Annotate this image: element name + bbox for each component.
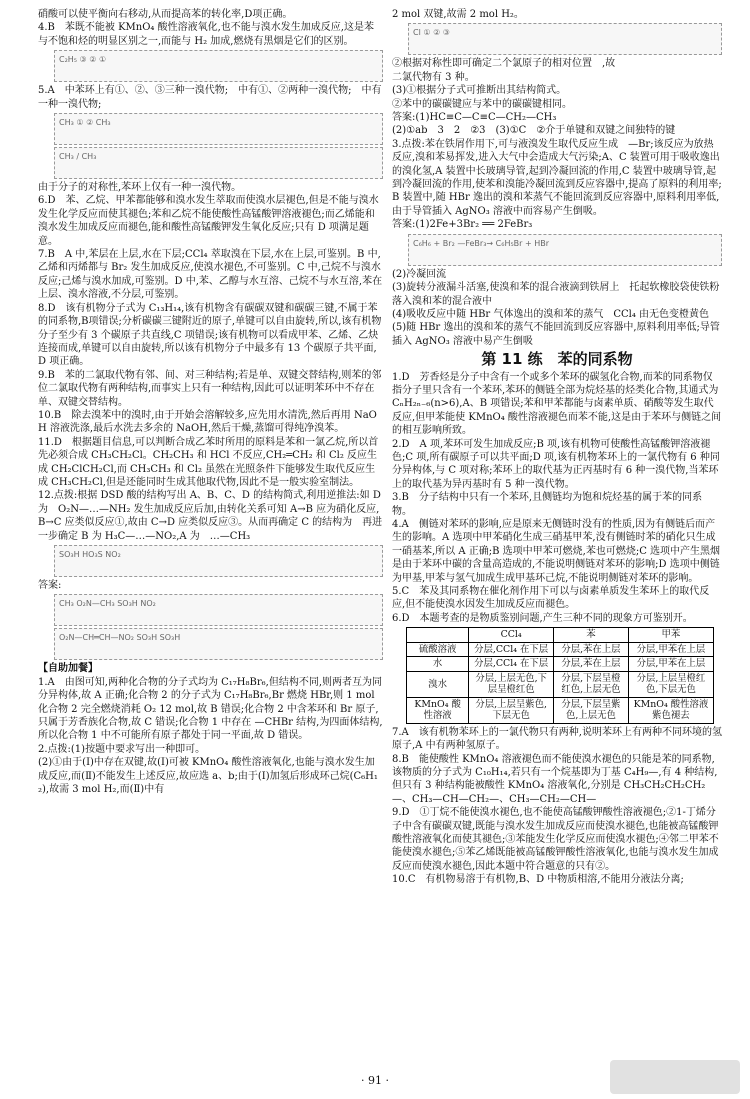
paragraph: 12.点拨:根据 DSD 酸的结构写出 A、B、C、D 的结构简式,利用逆推法:如 D 为 O₂N—…—NH₂ 发生加成反应后加,由转化关系可知 A→B 应为硝化反应,B→C 应类似反应①,故由 C→D 应类似反应③。从而再确定 C 的结构为 再进一步确定 B 为 H₃C—…—NO₂,A 为 …—CH₃ [38, 490, 383, 542]
right-column [392, 8, 722, 1068]
paragraph: 5.A 中苯环上有①、②、③三种一溴代物; 中有①、②两种一溴代物; 中有一种一溴代物; [38, 85, 382, 110]
page-number: · 91 · [361, 1074, 389, 1087]
table-header-cell: 苯 [554, 628, 629, 643]
structure-figure [54, 113, 383, 145]
table-cell: 分层,甲苯在上层 [628, 642, 713, 657]
paragraph: 1.D 芳香烃是分子中含有一个或多个苯环的碳氢化合物,而苯的同系物仅指分子里只含有一个苯环,苯环的侧链全部为烷烃基的烃类化合物,其通式为 CₙH₂ₙ₋₆(n>6),A、B 项错误;苯和甲苯都能与卤素单质、硝酸等发生取代反应,但甲苯能使 KMnO₄ 酸性溶液褪色而苯不能,这是由于苯环与侧链之间的相互影响所致。 [392, 371, 722, 437]
paragraph: (2)冷凝回流 [392, 268, 447, 280]
figure-label: CH₃ O₂N—CH₃ SO₃H NO₂ [59, 599, 156, 609]
paragraph: (3)旋转分液漏斗活塞,使溴和苯的混合液滴到铁屑上 托起软橡胶袋使铁粉落入溴和苯的混合液中 [392, 282, 720, 307]
paragraph: 6.D 本题考查的是物质鉴别问题,产生三种不同的现象方可鉴别开。 [392, 612, 693, 624]
paragraph: 5.C 苯及其同系物在催化剂作用下可以与卤素单质发生苯环上的取代反应,但不能使溴水因发生加成反应而褪色。 [392, 586, 710, 611]
paragraph: 4.B 苯既不能被 KMnO₄ 酸性溶液氧化,也不能与溴水发生加成反应,这是苯与不饱和烃的明显区别之一,而能与 H₂ 加成,燃烧有黑烟是它们的区别。 [38, 22, 374, 47]
paragraph: 8.D 该有机物分子式为 C₁₃H₁₄,该有机物含有碳碳双键和碳碳三键,不属于苯的同系物,B项错误;分析碳碳三键附近的原子,单键可以自由旋转,所以,该有机物分子至少有 3 个碳原子共直线,C 项错误;该有机物可以看成甲苯、乙烯、乙炔连接而成,单键可以自由旋转,所以该有机物分子中最多有 13 个碳原子共平面,D 项正确。 [38, 302, 382, 368]
structure-figure [408, 234, 722, 266]
table-row [407, 697, 714, 723]
table-cell: 分层,甲苯在上层 [628, 657, 713, 672]
paragraph: 9.B 苯的二氯取代物有邻、间、对三种结构;若是单、双键交替结构,则苯的邻位二氯取代物有两种结构,而事实上只有一种结构,因此可以证明苯环中不存在单、双键交替结构。 [38, 369, 382, 408]
paragraph: (4)吸收反应中随 HBr 气体逸出的溴和苯的蒸气 CCl₄ 由无色变橙黄色 [392, 308, 710, 320]
paragraph: 答案:(1)2Fe+3Br₂ ══ 2FeBr₃ [392, 219, 533, 231]
paragraph: 7.A 该有机物苯环上的一氯代物只有两种,说明苯环上有两种不同环境的氢原子,A 中有两种氢原子。 [392, 726, 722, 752]
table-cell: 分层,下层呈橙红色,上层无色 [554, 671, 629, 697]
paragraph: 3.点拨:苯在铁屑作用下,可与液溴发生取代反应生成 —Br;该反应为放热反应,溴和苯易挥发,进入大气中会造成大气污染;A、C 装置可用于吸收逸出的溴化氢,A 装置中长玻璃导管,起到冷凝回流的作用,C 装置中玻璃导管,起到冷凝回流的作用,使苯和溴能冷凝回流到反应容器中,提高了原料的利用率;B 装置中,随 HBr 逸出的溴和苯蒸气不能回流到反应容器中,原料利用率低,由于导管插入 AgNO₃ 溶液中而容易产生倒吸。 [392, 138, 722, 217]
structure-figure [408, 23, 722, 55]
paragraph: (2)①ab 3 2 ②3 (3)①C ②介于单键和双键之间独特的键 [392, 125, 676, 137]
structure-figure [54, 594, 383, 626]
structure-figure [54, 545, 383, 577]
left-column [38, 8, 383, 1068]
figure-label: CH₃ / CH₃ [59, 152, 97, 162]
table-cell: 硫酸溶液 [407, 642, 469, 657]
paragraph: 9.D ①丁烷不能使溴水褪色,也不能使高锰酸钾酸性溶液褪色;②1-丁烯分子中含有碳碳双键,既能与溴水发生加成反应而使溴水褪色,也能被高锰酸钾酸性溶液氧化而使其褪色;③苯能发生化学反应而使溴水褪色;④邻二甲苯不能使溴水褪色;⑤苯乙烯既能被高锰酸钾酸性溶液氧化,也能与溴水发生加成反应而使溴水褪色,因此本题中符合题意的只有②。 [392, 807, 719, 872]
paragraph: 10.B 除去溴苯中的溴时,由于开始会溶解较多,应先用水清洗,然后再用 NaOH 溶液洗涤,最后水洗去多余的 NaOH,然后干燥,蒸馏可得纯净溴苯。 [38, 409, 377, 435]
paragraph: (2)①由于(Ⅰ)中存在双键,故(Ⅰ)可被 KMnO₄ 酸性溶液氧化,也能与溴水发生加成反应,而(Ⅱ)不能发生上述反应,故应选 a、b;由于(Ⅰ)加氢后形成环己烷(C₆H₁₂),故需 3 mol H₂,而(Ⅱ)中有 [38, 757, 378, 796]
paragraph: 【自助加餐】 [38, 663, 98, 675]
paragraph: 4.A 侧链对苯环的影响,应是原来无侧链时没有的性质,因为有侧链后而产生的影响。A 选项中甲苯硝化生成三硝基甲苯,没有侧链时苯的硝化只生成一硝基苯,所以 A 正确;B 选项中甲苯可燃烧,苯也可燃烧;C 选项中产生黑烟是由于苯环中碳的含量高造成的,不能说明侧链对苯环的影响;D 选项中侧链为甲基,甲苯与氢气加成生成甲基环己烷,不能说明侧链对苯环的影响。 [392, 519, 721, 584]
paragraph: 1.A 由图可知,两种化合物的分子式均为 C₁₇H₈Br₆,但结构不同,则两者互为同分异构体,故 A 正确;化合物 2 的分子式为 C₁₇H₈Br₆,Br 燃烧 HBr,则 1 mol 化合物 2 完全燃烧消耗 O₂ 12 mol,故 B 错误;化合物 2 中含苯环和 Br 原子,只属于芳香族化合物,故 C 错误;化合物 1 中存在 —CHBr 结构,为四面体结构,所以化合物 1 中不可能所有原子都处于同一平面,故 D 错误。 [38, 676, 383, 742]
table-cell: KMnO₄ 酸性溶液 [407, 697, 469, 723]
figure-label: Cl ① ② ③ [413, 28, 450, 38]
table-header-cell: CCl₄ [469, 628, 554, 643]
paragraph: 由于分子的对称性,苯环上仅有一种一溴代物。 [38, 182, 242, 194]
paragraph: (5)随 HBr 逸出的溴和苯的蒸气不能回流到反应容器中,原料利用率低;导管插入 AgNO₃ 溶液中易产生倒吸 [392, 322, 720, 347]
table-row [407, 671, 714, 697]
paragraph: 答案:(1)HC≡C—C≡C—CH₂—CH₃ [392, 112, 557, 124]
table-cell: 分层,下层呈紫色,上层无色 [554, 697, 629, 723]
paragraph: 3.B 分子结构中只有一个苯环,且侧链均为饱和烷烃基的属于苯的同系物。 [392, 492, 703, 517]
paragraph: 2.点拨:(1)按题中要求写出一种即可。 [38, 743, 206, 755]
paragraph: 7.B A 中,苯层在上层,水在下层;CCl₄ 萃取溴在下层,水在上层,可鉴别。B 中,乙烯和丙烯都与 Br₂ 发生加成反应,使溴水褪色,不可鉴别。C 中,己烷不与溴水反应;己烯与溴水加成,可鉴别。D 中,苯、乙醇与水互溶、己烷不与水互溶,苯在上层、溴水溶液,不分层,可鉴别。 [38, 249, 383, 301]
paragraph: 10.C 有机物易溶于有机物,B、D 中物质相溶,不能用分液法分离; [392, 874, 684, 886]
paragraph: (3)①根据分子式可推断出其结构简式。 [392, 85, 567, 97]
table-header-cell [407, 628, 469, 643]
table-row [407, 657, 714, 672]
structure-figure [54, 50, 383, 82]
paragraph: 答案: [38, 580, 62, 591]
paragraph: 2 mol 双键,故需 2 mol H₂。 [392, 9, 524, 20]
table-cell: 分层,苯在上层 [554, 642, 629, 657]
figure-label: CH₃ ① ② CH₃ [59, 118, 111, 128]
table-cell: 分层,上层呈橙红色,下层无色 [628, 671, 713, 697]
comparison-table [406, 627, 714, 724]
section-title: 第 11 练 苯的同系物 [481, 350, 633, 369]
paragraph: 11.D 根据题目信息,可以判断合成乙苯时所用的原料是苯和一氯乙烷,所以首先必须合成 CH₃CH₂Cl。CH₂CH₃ 和 HCl 不反应,CH₂═CH₂ 和 Cl₂ 反应生成 CH₂ClCH₂Cl,而 CH₃CH₃ 和 Cl₂ 虽然在光照条件下能够发生取代反应生成 CH₃CH₂Cl,但是还能同时生成其他取代物,因此不是一般实验室制法。 [38, 436, 379, 488]
watermark-logo [610, 1060, 740, 1094]
figure-label: C₂H₅ ③ ② ① [59, 55, 107, 65]
figure-label: O₂N—CH═CH—NO₂ SO₃H SO₃H [59, 633, 181, 643]
table-cell: 分层,CCl₄ 在下层 [469, 657, 554, 672]
table-header-cell: 甲苯 [628, 628, 713, 643]
table-cell: 分层,上层呈紫色,下层无色 [469, 697, 554, 723]
structure-figure [54, 628, 383, 660]
structure-figure [54, 147, 383, 179]
figure-label: SO₃H HO₃S NO₂ [59, 550, 121, 559]
paragraph: 二氯代物有 3 种。 [392, 71, 475, 83]
table-cell: 分层,苯在上层 [554, 657, 629, 672]
paragraph: 硝酸可以使平衡向右移动,从而提高苯的转化率,D项正确。 [38, 9, 293, 20]
table-cell: KMnO₄ 酸性溶液紫色褪去 [628, 697, 713, 723]
table-cell: 溴水 [407, 671, 469, 697]
paragraph: 8.B 能使酸性 KMnO₄ 溶液褪色而不能使溴水褪色的只能是苯的同系物,该物质的分子式为 C₁₀H₁₄,若只有一个烷基即为丁基 C₄H₉—,有 4 种结构,但只有 3 种结构能被酸性 KMnO₄ 溶液氧化,分别是 CH₃CH₂CH₂CH₂—、CH₃—CH—CH₂—、CH₃—CH₂—CH— [392, 753, 718, 805]
figure-label: C₆H₆ + Br₂ —FeBr₃→ C₆H₅Br + HBr [413, 238, 550, 248]
paragraph: 6.D 苯、乙烷、甲苯都能够和溴水发生萃取而使溴水层褪色,但是不能与溴水发生化学反应而使其褪色;苯和乙烷不能使酸性高锰酸钾溶液褪色;而乙烯能和溴水发生加成反应而褪色,能和酸性高锰酸钾发生氧化反应;只有 D 项满足题意。 [38, 195, 379, 247]
paragraph: ②根据对称性即可确定二个氯原子的相对位置 ,故 [392, 58, 616, 70]
paragraph: 2.D A 项,苯环可发生加成反应;B 项,该有机物可使酸性高锰酸钾溶液褪色;C 项,所有碳原子可以共平面;D 项,该有机物苯环上的一氯代物有 6 种同分异构体,与 C 项对称;苯环上的取代基为正丙基时有 6 种一溴代物,当苯环上的取代基为异丙基时有 5 种一溴代物。 [392, 438, 720, 490]
table-cell: 水 [407, 657, 469, 672]
table-row [407, 642, 714, 657]
paragraph: ②苯中的碳碳键应与苯中的碳碳键相同。 [392, 98, 572, 110]
table-cell: 分层,上层无色,下层呈橙红色 [469, 671, 554, 697]
table-cell: 分层,CCl₄ 在下层 [469, 642, 554, 657]
